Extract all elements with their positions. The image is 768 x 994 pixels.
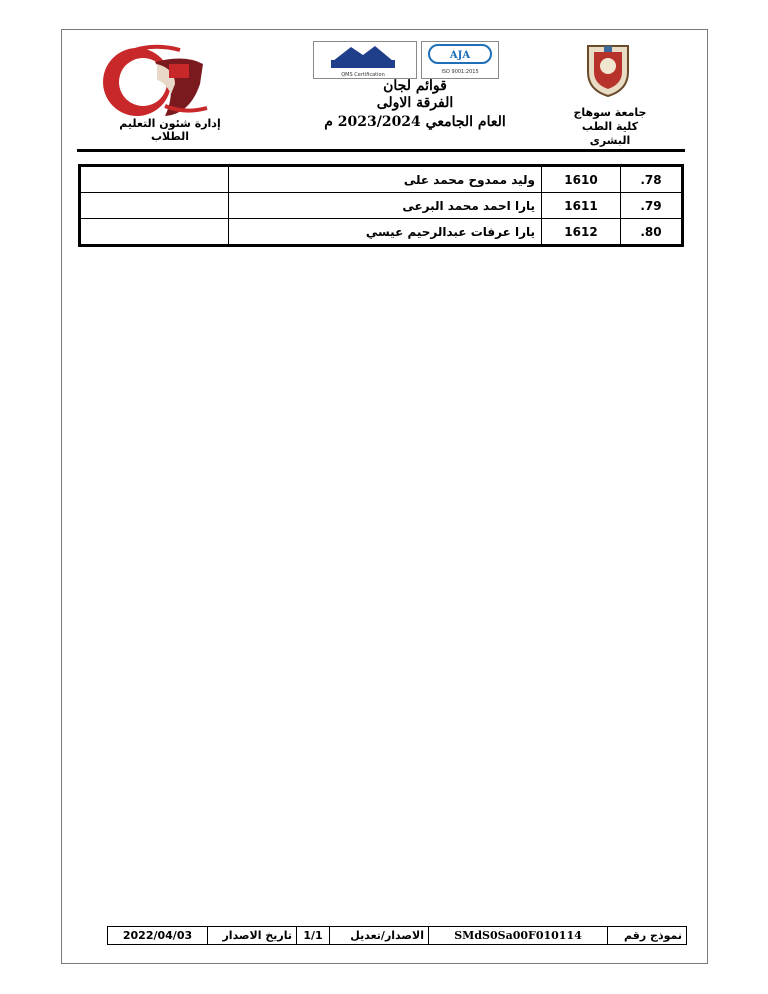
row-index: .79 [621, 193, 683, 219]
student-name: وليد ممدوح محمد على [229, 166, 542, 193]
aja-logo-text: ISO 9001:2015 [441, 69, 479, 75]
table-row [80, 193, 683, 219]
row-index: .80 [621, 219, 683, 246]
svg-text:AJA: AJA [449, 50, 471, 61]
issue-date-label: تاريخ الاصدار [208, 927, 297, 945]
revision-value: 1/1 [297, 927, 330, 945]
aja-accreditation-logo [421, 41, 499, 79]
header-divider [77, 149, 685, 152]
title-line-academic-year: العام الجامعي 2023/2024 م [324, 114, 506, 130]
student-name: يارا احمد محمد البرعى [229, 193, 542, 219]
faculty-medicine-logo [95, 44, 210, 119]
notes-cell [80, 166, 229, 193]
document-title [300, 78, 530, 132]
issue-date: 2022/04/03 [108, 927, 208, 945]
notes-cell [80, 219, 229, 246]
student-name: يارا عرفات عبدالرحيم عيسي [229, 219, 542, 246]
qms-accreditation-logo [313, 41, 417, 79]
university-name-block [565, 106, 655, 148]
faculty-admin-label: إدارة شئون التعليم الطلاب [119, 117, 221, 143]
row-index: .78 [621, 166, 683, 193]
seat-number: 1612 [542, 219, 621, 246]
qms-logo-text: QMS Certification [341, 72, 385, 78]
form-number-label: نموذج رقم [608, 927, 687, 945]
faculty-name: كلية الطب البشرى [581, 120, 639, 147]
table-row [80, 166, 683, 193]
table-row [80, 219, 683, 246]
notes-cell [80, 193, 229, 219]
revision-label: الاصدار/تعديل [330, 927, 429, 945]
university-name: جامعة سوهاج [573, 106, 647, 119]
form-footer [107, 926, 687, 945]
title-line-committees: قوائم لجان [383, 78, 447, 94]
seat-number: 1611 [542, 193, 621, 219]
title-line-year-group: الفرقة الاولى [376, 95, 454, 111]
form-code: SMdS0Sa00F010114 [429, 927, 608, 945]
university-logo [584, 42, 632, 98]
seat-number: 1610 [542, 166, 621, 193]
committee-list-table [78, 164, 684, 247]
